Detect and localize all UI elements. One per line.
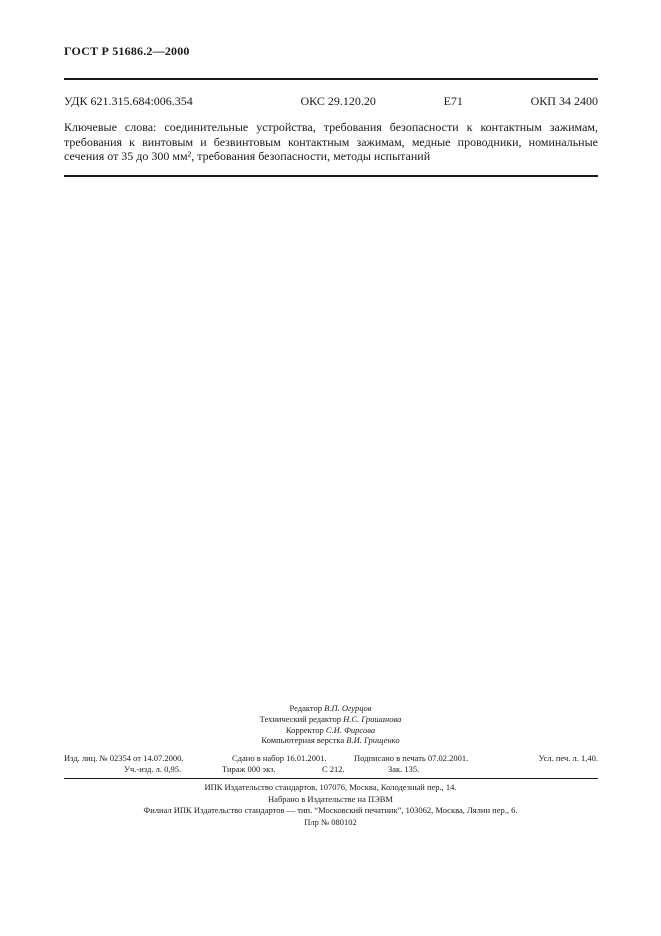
print-sheets: Усл. печ. л. 1,40. xyxy=(538,753,598,763)
document-header: ГОСТ Р 51686.2—2000 xyxy=(64,44,190,58)
imprint-line: Филиал ИПК Издательство стандартов — тип. “Московский печатник”, 103062, Москва, Лялин пер., 6. xyxy=(143,805,518,815)
edition-sheets: Уч.-изд. л. 0,95. xyxy=(124,764,182,774)
keywords-line: Ключевые слова: соединительные устройства, требования безопасности к контактным зажимам, xyxy=(64,120,598,134)
circulation: Тираж 000 экз. xyxy=(222,764,276,774)
imprint-block xyxy=(0,782,661,828)
tech-editor-credit: Технический редактор Н.С. Гришанова xyxy=(259,713,402,724)
keywords-block xyxy=(64,120,598,164)
imprint-line: ИПК Издательство стандартов, 107076, Москва, Колодезный пер., 14. xyxy=(204,782,457,792)
typeset-date: Сдано в набор 16.01.2001. xyxy=(232,753,327,763)
okp-code: ОКП 34 2400 xyxy=(530,94,598,108)
imprint-rule xyxy=(64,778,598,779)
publication-data xyxy=(64,753,598,775)
imprint-line: Плр № 080102 xyxy=(304,816,357,827)
udk-code: УДК 621.315.684:006.354 xyxy=(64,94,193,108)
keywords-line: требования к винтовым и безвинтовым контактным зажимам, медные проводники, номинальные xyxy=(64,134,598,149)
order-number: Зак. 135. xyxy=(388,764,420,774)
e-code: Е71 xyxy=(443,94,463,108)
page-count: С 212. xyxy=(322,764,345,774)
corrector-credit: Корректор С.И. Фирсова xyxy=(285,724,376,735)
keywords-rule xyxy=(64,175,598,177)
imprint-line: Набрано в Издательстве на ПЭВМ xyxy=(268,793,393,804)
credits-block xyxy=(0,703,661,746)
classification-codes xyxy=(64,94,598,109)
oks-code: ОКС 29.120.20 xyxy=(300,94,376,108)
layout-credit: Компьютерная верстка В.И. Грищенко xyxy=(261,735,400,746)
editor-credit: Редактор В.П. Огурцов xyxy=(289,703,372,713)
license-number: Изд. лиц. № 02354 от 14.07.2000. xyxy=(64,753,184,763)
print-date: Подписано в печать 07.02.2001. xyxy=(354,753,469,763)
header-rule xyxy=(64,78,598,80)
keywords-line: сечения от 35 до 300 мм², требования безопасности, методы испытаний xyxy=(64,149,431,163)
